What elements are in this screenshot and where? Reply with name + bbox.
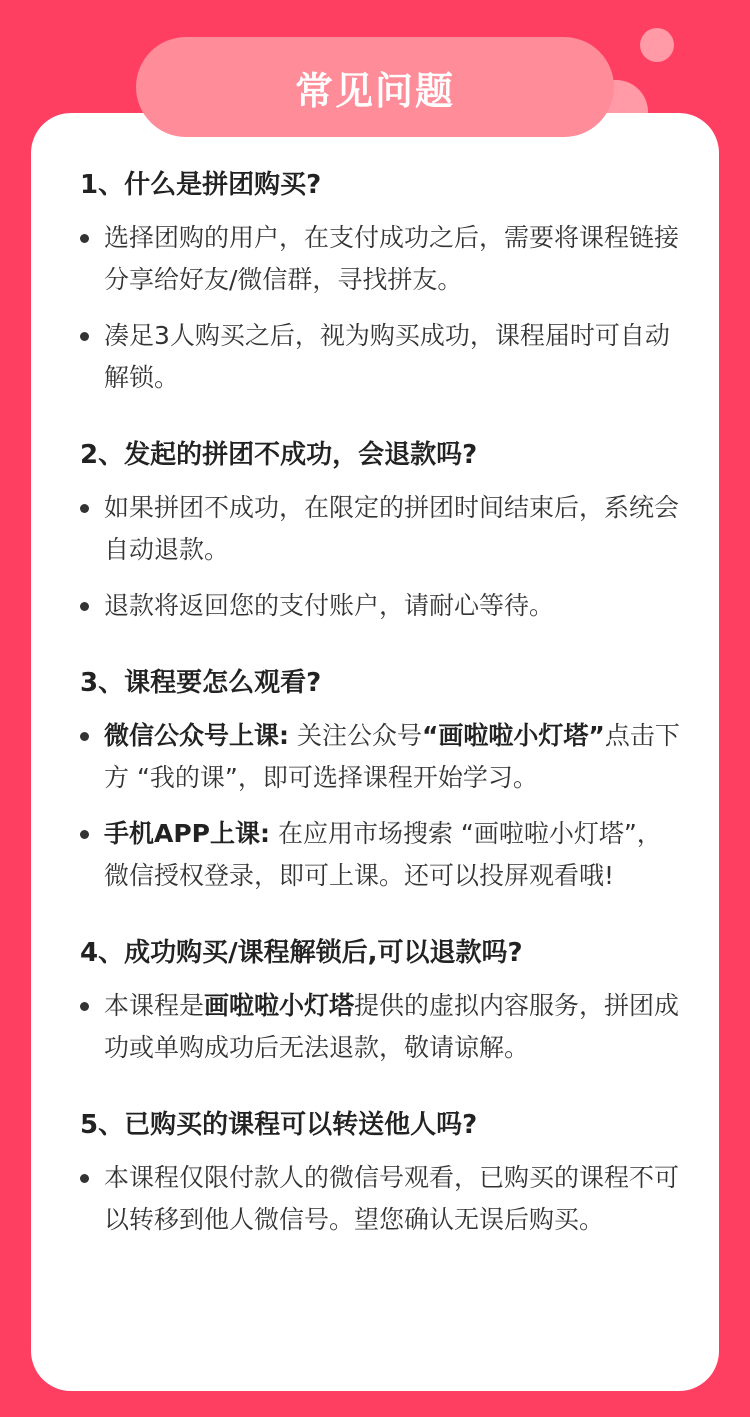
bullet-icon xyxy=(80,504,89,513)
faq-question: 4、成功购买/课程解锁后,可以退款吗? xyxy=(80,938,523,968)
faq-list xyxy=(80,165,680,1277)
faq-question: 1、什么是拼团购买? xyxy=(80,170,322,200)
bullet-icon xyxy=(80,234,89,243)
bullet-icon xyxy=(80,1174,89,1183)
faq-answer: 手机APP上课: 在应用市场搜索 “画啦啦小灯塔”，微信授权登录，即可上课。还可以投屏观看哦! xyxy=(80,813,680,897)
faq-item-2 xyxy=(80,435,680,627)
faq-answer: 凑足3人购买之后，视为购买成功，课程届时可自动解锁。 xyxy=(80,315,680,399)
bullet-icon xyxy=(80,602,89,611)
page-title: 常见问题 xyxy=(294,68,455,113)
faq-item-4 xyxy=(80,933,680,1069)
faq-answer: 本课程是画啦啦小灯塔提供的虚拟内容服务，拼团成功或单购成功后无法退款，敬请谅解。 xyxy=(80,985,680,1069)
answer-lead: 手机APP上课: xyxy=(104,819,270,848)
faq-question: 2、发起的拼团不成功，会退款吗? xyxy=(80,440,478,470)
faq-answer: 退款将返回您的支付账户，请耐心等待。 xyxy=(80,585,680,627)
bullet-icon xyxy=(80,332,89,341)
answer-lead: 微信公众号上课: xyxy=(104,721,289,750)
bullet-icon xyxy=(80,732,89,741)
faq-item-3 xyxy=(80,663,680,897)
faq-answer: 选择团购的用户，在支付成功之后，需要将课程链接分享给好友/微信群，寻找拼友。 xyxy=(80,217,680,301)
faq-answer: 本课程仅限付款人的微信号观看，已购买的课程不可以转移到他人微信号。望您确认无误后购买。 xyxy=(80,1157,680,1241)
bullet-icon xyxy=(80,830,89,839)
brand-highlight: 画啦啦小灯塔 xyxy=(204,991,355,1020)
faq-answer: 微信公众号上课: 关注公众号“画啦啦小灯塔”点击下方 “我的课”，即可选择课程开始学习。 xyxy=(80,715,680,799)
faq-item-5 xyxy=(80,1105,680,1241)
brand-highlight: “画啦啦小灯塔” xyxy=(421,721,605,750)
decorative-circle-small xyxy=(640,28,674,62)
bullet-icon xyxy=(80,1002,89,1011)
faq-item-1 xyxy=(80,165,680,399)
faq-answer: 如果拼团不成功，在限定的拼团时间结束后，系统会自动退款。 xyxy=(80,487,680,571)
faq-question: 5、已购买的课程可以转送他人吗? xyxy=(80,1110,478,1140)
title-banner xyxy=(136,37,614,137)
faq-question: 3、课程要怎么观看? xyxy=(80,668,322,698)
